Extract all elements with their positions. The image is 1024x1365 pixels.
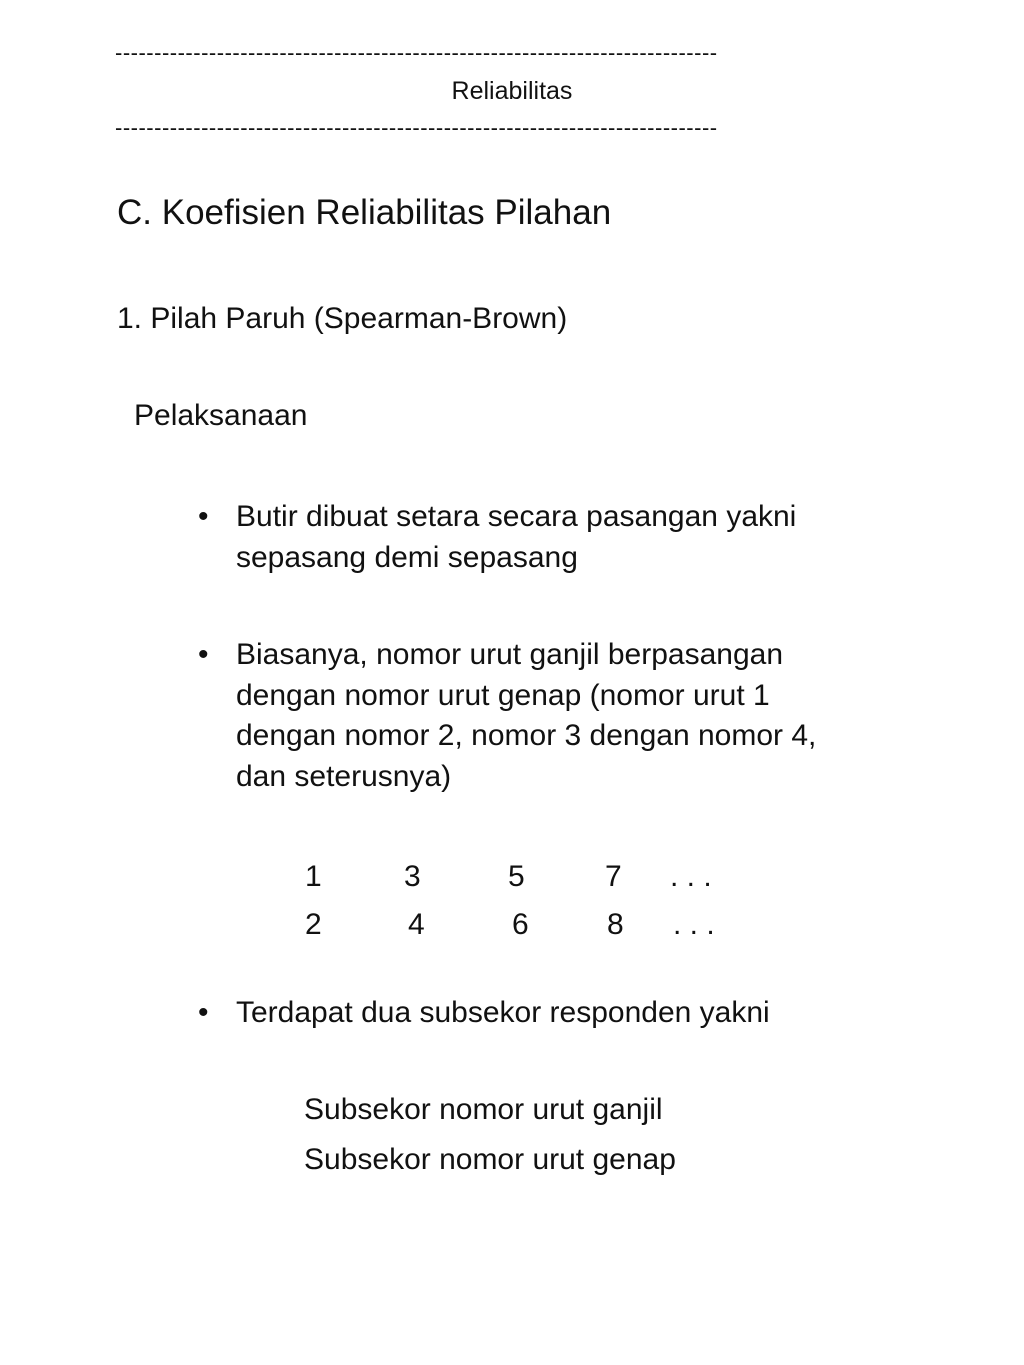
- bullet-dot: •: [198, 500, 209, 533]
- subscore-even: Subsekor nomor urut genap: [304, 1143, 676, 1176]
- bullet-line: dan seterusnya): [236, 759, 452, 793]
- header-title: Reliabilitas: [451, 77, 573, 105]
- bullet-line: dengan nomor urut genap (nomor urut 1: [236, 678, 770, 712]
- header-rule-bottom: -----------------------------------------------------------------------------: [115, 117, 718, 139]
- procedure-label: Pelaksanaan: [134, 399, 308, 432]
- bullet-line: Butir dibuat setara secara pasangan yakni: [236, 500, 797, 533]
- bullet-line: Terdapat dua subsekor responden yakni: [236, 996, 770, 1029]
- odd-number: 1: [305, 860, 322, 893]
- odd-ellipsis: . . .: [670, 860, 712, 893]
- even-ellipsis: . . .: [673, 908, 715, 941]
- odd-number: 3: [404, 860, 421, 893]
- bullet-item-2: [198, 635, 918, 797]
- even-number: 2: [305, 908, 322, 941]
- bullet-line: sepasang demi sepasang: [236, 540, 578, 574]
- bullet-dot: •: [198, 996, 209, 1029]
- even-number: 4: [408, 908, 425, 941]
- bullet-dot: •: [198, 638, 209, 671]
- bullet-text: [236, 993, 918, 1034]
- section-title: C. Koefisien Reliabilitas Pilahan: [117, 193, 612, 232]
- bullet-line: Biasanya, nomor urut ganjil berpasangan: [236, 638, 784, 671]
- subscore-odd: Subsekor nomor urut ganjil: [304, 1093, 663, 1126]
- even-number: 8: [607, 908, 624, 941]
- bullet-text: [236, 497, 918, 578]
- bullet-text: [236, 635, 918, 797]
- bullet-line: dengan nomor 2, nomor 3 dengan nomor 4,: [236, 719, 817, 752]
- subsection-title: 1. Pilah Paruh (Spearman-Brown): [117, 302, 568, 335]
- bullet-item-1: [198, 497, 918, 578]
- header-rule-top: -----------------------------------------------------------------------------: [115, 42, 718, 64]
- bullet-item-3: [198, 993, 918, 1034]
- odd-number: 5: [508, 860, 525, 893]
- odd-number: 7: [605, 860, 622, 893]
- even-number: 6: [512, 908, 529, 941]
